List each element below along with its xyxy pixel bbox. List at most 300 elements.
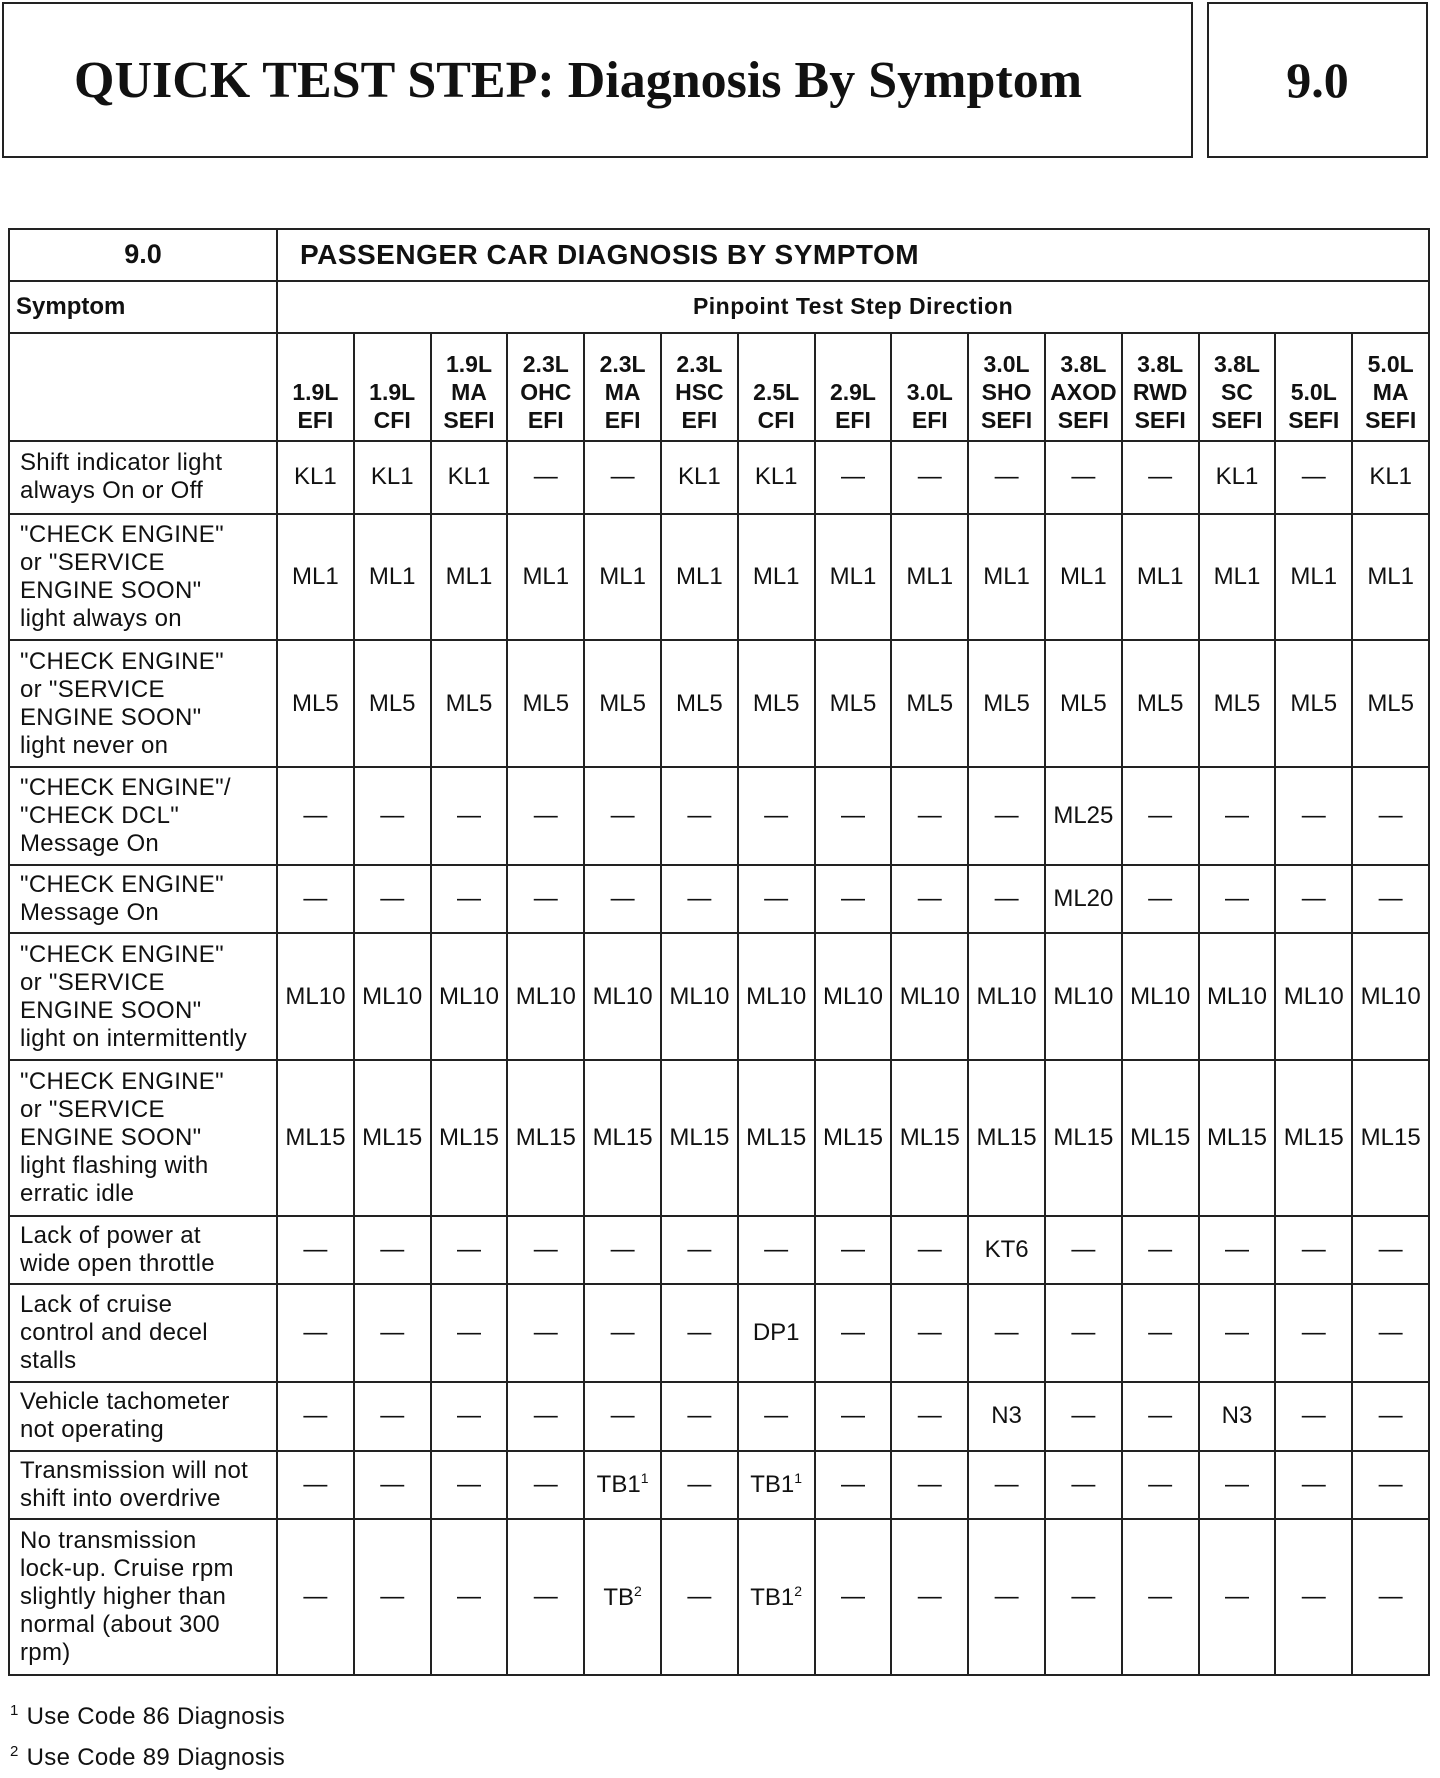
diagnosis-table	[8, 228, 1430, 1676]
symptom-line: control and decel	[20, 1319, 208, 1347]
test-step-code: —	[1378, 1236, 1403, 1264]
test-step-code: —	[687, 1470, 712, 1498]
table-row	[9, 1216, 1429, 1285]
test-step-cell	[738, 865, 815, 934]
symptom-line: "CHECK ENGINE"	[20, 870, 224, 898]
symptom-line: or "SERVICE	[20, 1095, 165, 1123]
test-step-cell	[354, 441, 431, 514]
test-step-code: —	[764, 801, 789, 829]
test-step-cell	[1199, 1060, 1276, 1216]
test-step-code: —	[1378, 801, 1403, 829]
test-step-code: KL1	[294, 463, 337, 491]
test-step-code: —	[303, 1583, 328, 1611]
test-step-code: ML10	[1283, 982, 1344, 1010]
test-step-cell	[891, 933, 968, 1060]
test-step-cell	[354, 514, 431, 641]
symptom-line: "CHECK ENGINE"	[20, 940, 224, 968]
test-step-cell	[1199, 1519, 1276, 1675]
test-step-cell	[584, 933, 661, 1060]
test-step-cell	[1199, 514, 1276, 641]
test-step-cell	[507, 1382, 584, 1451]
test-step-code: ML1	[906, 562, 954, 590]
engine-header-line: 1.9L	[445, 350, 492, 377]
test-step-code: —	[1148, 1470, 1173, 1498]
symptom-line: Lack of power at	[20, 1222, 201, 1250]
test-step-cell	[431, 1284, 508, 1382]
test-step-cell	[968, 1519, 1045, 1675]
test-step-cell	[1045, 640, 1122, 767]
test-step-code: —	[1224, 1236, 1249, 1264]
test-step-code: —	[1224, 1319, 1249, 1347]
symptom-line: slightly higher than	[20, 1583, 227, 1611]
test-step-cell	[1352, 1382, 1429, 1451]
engine-header-line: MA	[451, 378, 487, 405]
test-step-cell	[277, 640, 354, 767]
test-step-cell	[1122, 640, 1199, 767]
footnote-reference: 1	[640, 1470, 649, 1487]
test-step-cell	[584, 865, 661, 934]
test-step-code: —	[1378, 1470, 1403, 1498]
test-step-cell	[1122, 933, 1199, 1060]
test-step-cell	[815, 865, 892, 934]
test-step-code: —	[994, 1319, 1019, 1347]
test-step-code: ML1	[1060, 562, 1107, 590]
test-step-code: ML25	[1053, 801, 1114, 829]
engine-header-line: SEFI	[443, 406, 495, 433]
test-step-cell	[815, 514, 892, 641]
test-step-cell	[1275, 1284, 1352, 1382]
footnote-reference: 2	[794, 1582, 803, 1599]
test-step-cell	[891, 441, 968, 514]
test-step-cell	[354, 767, 431, 865]
test-step-cell	[431, 1451, 508, 1520]
symptom-line: Lack of cruise	[20, 1291, 173, 1319]
test-step-cell	[968, 441, 1045, 514]
engine-header-line: AXOD	[1050, 378, 1117, 405]
test-step-cell	[661, 1060, 738, 1216]
test-step-cell	[1045, 1284, 1122, 1382]
test-step-code: ML1	[1367, 562, 1414, 590]
test-step-code: ML10	[1360, 982, 1421, 1010]
test-step-cell	[1122, 441, 1199, 514]
engine-column-header	[1275, 333, 1352, 441]
test-step-cell	[1275, 441, 1352, 514]
test-step-code: —	[1301, 1583, 1326, 1611]
test-step-code: —	[764, 1236, 789, 1264]
engine-header-blank	[9, 333, 277, 441]
test-step-code: ML15	[669, 1123, 730, 1151]
test-step-code: ML1	[1136, 562, 1184, 590]
test-step-code: TB1	[596, 1471, 641, 1499]
test-step-code: —	[533, 463, 558, 491]
symptom-cell	[9, 865, 277, 934]
symptom-line: "CHECK ENGINE"	[20, 647, 224, 675]
test-step-code: ML5	[1060, 689, 1107, 717]
test-step-cell	[1045, 767, 1122, 865]
test-step-code: —	[1071, 463, 1096, 491]
test-step-code: —	[610, 1402, 635, 1430]
test-step-cell	[431, 640, 508, 767]
test-step-cell	[1045, 865, 1122, 934]
test-step-cell	[1275, 1519, 1352, 1675]
test-step-cell	[891, 1284, 968, 1382]
test-step-cell	[661, 1284, 738, 1382]
test-step-cell	[431, 441, 508, 514]
engine-header-line: CFI	[373, 406, 411, 433]
test-step-code: ML1	[368, 562, 416, 590]
test-step-code: —	[456, 1583, 481, 1611]
engine-header-line: SEFI	[1365, 406, 1417, 433]
test-step-code: N3	[991, 1402, 1022, 1430]
test-step-cell	[354, 1284, 431, 1382]
test-step-code: —	[1224, 1583, 1249, 1611]
test-step-cell	[891, 1519, 968, 1675]
footnote-mark: 1	[10, 1702, 19, 1719]
test-step-code: KL1	[1369, 463, 1413, 491]
table-row	[9, 1451, 1429, 1520]
test-step-code: —	[1071, 1319, 1096, 1347]
test-step-cell	[1275, 640, 1352, 767]
test-step-code: —	[764, 884, 789, 912]
test-step-cell	[1275, 1451, 1352, 1520]
test-step-cell	[354, 1519, 431, 1675]
test-step-cell	[584, 514, 661, 641]
symptom-line: "CHECK ENGINE"	[20, 520, 224, 548]
symptom-line: "CHECK ENGINE"	[20, 1067, 224, 1095]
test-step-code: TB	[603, 1583, 635, 1611]
symptom-cell	[9, 1216, 277, 1285]
test-step-code: ML1	[599, 562, 646, 590]
test-step-code: ML10	[746, 982, 807, 1010]
test-step-cell	[354, 640, 431, 767]
test-step-code: —	[533, 1470, 558, 1498]
test-step-cell	[1352, 1519, 1429, 1675]
test-step-code: —	[380, 1402, 405, 1430]
symptom-line: erratic idle	[20, 1179, 135, 1207]
engine-header-line: SEFI	[1288, 406, 1340, 433]
engine-column-header	[968, 333, 1045, 441]
test-step-code: —	[840, 1470, 865, 1498]
test-step-code: ML15	[438, 1123, 500, 1151]
test-step-code: —	[917, 1470, 942, 1498]
table-row	[9, 1519, 1429, 1675]
engine-header-line: SC	[1220, 378, 1253, 405]
table-row	[9, 865, 1429, 934]
test-step-cell	[1275, 933, 1352, 1060]
test-step-code: ML1	[829, 562, 877, 590]
test-step-code: ML10	[822, 982, 883, 1010]
symptom-cell	[9, 640, 277, 767]
footnote-text: Use Code 89 Diagnosis	[26, 1744, 286, 1771]
section-number-box	[1207, 2, 1428, 158]
test-step-cell	[891, 767, 968, 865]
test-step-cell	[738, 1060, 815, 1216]
footnotes	[10, 1690, 285, 1772]
test-step-code: —	[303, 801, 328, 829]
test-step-code: TB1	[750, 1471, 795, 1499]
test-step-cell	[431, 1519, 508, 1675]
test-step-code: ML15	[285, 1123, 346, 1151]
test-step-code: —	[840, 1402, 865, 1430]
test-step-cell	[1352, 933, 1429, 1060]
test-step-cell	[1045, 514, 1122, 641]
test-step-cell	[584, 640, 661, 767]
test-step-cell	[1352, 767, 1429, 865]
table-row	[9, 514, 1429, 641]
test-step-code: —	[1378, 1319, 1403, 1347]
engine-header-line: 5.0L	[1290, 378, 1337, 405]
symptom-cell	[9, 767, 277, 865]
test-step-code: —	[687, 801, 712, 829]
symptom-line: shift into overdrive	[20, 1484, 221, 1512]
test-step-code: —	[303, 1236, 328, 1264]
symptom-line: or "SERVICE	[20, 675, 165, 703]
symptom-line: or "SERVICE	[20, 968, 165, 996]
test-step-cell	[584, 441, 661, 514]
test-step-code: —	[533, 801, 558, 829]
test-step-cell	[968, 514, 1045, 641]
test-step-cell	[507, 514, 584, 641]
test-step-code: —	[1378, 1402, 1403, 1430]
test-step-cell	[507, 1519, 584, 1675]
test-step-cell	[891, 1216, 968, 1285]
test-step-cell	[1045, 1451, 1122, 1520]
test-step-code: —	[1071, 1236, 1096, 1264]
test-step-code: —	[1301, 801, 1326, 829]
test-step-cell	[661, 933, 738, 1060]
test-step-code: —	[1071, 1583, 1096, 1611]
test-step-cell	[507, 1284, 584, 1382]
test-step-cell	[1045, 1519, 1122, 1675]
test-step-cell	[507, 1216, 584, 1285]
test-step-code: —	[1378, 884, 1403, 912]
test-step-cell	[968, 865, 1045, 934]
test-step-code: —	[1148, 1236, 1173, 1264]
test-step-cell	[1199, 933, 1276, 1060]
engine-header-line: HSC	[675, 378, 724, 405]
test-step-cell	[1275, 514, 1352, 641]
test-step-cell	[584, 1216, 661, 1285]
engine-column-header	[815, 333, 892, 441]
test-step-code: —	[1301, 1236, 1326, 1264]
test-step-cell	[584, 1451, 661, 1520]
symptom-line: "CHECK DCL"	[20, 801, 180, 829]
test-step-code: —	[1148, 1402, 1173, 1430]
symptom-line: Vehicle tachometer	[20, 1388, 230, 1416]
engine-header-line: EFI	[604, 406, 641, 433]
test-step-cell	[1122, 1382, 1199, 1451]
test-step-cell	[1199, 1382, 1276, 1451]
engine-column-header	[891, 333, 968, 441]
test-step-cell	[968, 767, 1045, 865]
engine-header-line: SEFI	[1211, 406, 1263, 433]
test-step-code: —	[1301, 1470, 1326, 1498]
test-step-cell	[277, 933, 354, 1060]
test-step-code: —	[1148, 801, 1173, 829]
test-step-cell	[507, 865, 584, 934]
test-step-code: ML5	[676, 689, 723, 717]
footnote-mark: 2	[10, 1743, 19, 1760]
test-step-code: —	[533, 1319, 558, 1347]
test-step-code: —	[840, 1583, 865, 1611]
test-step-cell	[1352, 441, 1429, 514]
symptom-line: always On or Off	[20, 477, 204, 505]
footnote-text: Use Code 86 Diagnosis	[26, 1703, 286, 1730]
test-step-cell	[1275, 767, 1352, 865]
test-step-code: —	[687, 1402, 712, 1430]
test-step-code: —	[840, 1319, 865, 1347]
test-step-code: —	[456, 1402, 481, 1430]
test-step-cell	[1199, 1284, 1276, 1382]
symptom-cell	[9, 1284, 277, 1382]
test-step-code: —	[380, 1236, 405, 1264]
symptom-line: light on intermittently	[20, 1024, 248, 1052]
symptom-cell	[9, 1060, 277, 1216]
test-step-code: —	[917, 1236, 942, 1264]
test-step-code: —	[380, 1470, 405, 1498]
test-step-code: ML5	[522, 689, 570, 717]
test-step-code: ML5	[1290, 689, 1338, 717]
symptom-cell	[9, 933, 277, 1060]
test-step-cell	[277, 514, 354, 641]
test-step-cell	[815, 767, 892, 865]
test-step-code: ML5	[752, 689, 800, 717]
test-step-code: —	[840, 463, 865, 491]
test-step-code: —	[1378, 1583, 1403, 1611]
engine-header-line: SEFI	[981, 406, 1033, 433]
test-step-code: ML5	[1213, 689, 1261, 717]
test-step-code: —	[1224, 801, 1249, 829]
test-step-code: —	[917, 463, 942, 491]
symptom-line: ENGINE SOON"	[20, 1123, 202, 1151]
test-step-code: —	[1148, 1319, 1173, 1347]
test-step-code: TB1	[750, 1583, 795, 1611]
table-row	[9, 640, 1429, 767]
symptom-line: Message On	[20, 829, 160, 857]
pinpoint-direction-label: Pinpoint Test Step Direction	[277, 281, 1429, 333]
test-step-code: —	[456, 1236, 481, 1264]
test-step-code: —	[1301, 884, 1326, 912]
engine-header-line: RWD	[1132, 378, 1188, 405]
test-step-cell	[431, 767, 508, 865]
test-step-code: —	[533, 884, 558, 912]
test-step-code: ML15	[592, 1123, 653, 1151]
test-step-cell	[354, 865, 431, 934]
test-step-code: ML10	[669, 982, 730, 1010]
test-step-code: —	[994, 1583, 1019, 1611]
table-label-row	[9, 281, 1429, 333]
test-step-cell	[431, 933, 508, 1060]
test-step-cell	[354, 1060, 431, 1216]
engine-column-header	[661, 333, 738, 441]
test-step-cell	[738, 767, 815, 865]
test-step-code: —	[303, 1319, 328, 1347]
test-step-cell	[891, 1451, 968, 1520]
symptom-line: Shift indicator light	[20, 449, 223, 477]
symptom-line: wide open throttle	[20, 1250, 215, 1278]
test-step-code: —	[840, 884, 865, 912]
test-step-code: —	[610, 1236, 635, 1264]
test-step-code: ML15	[1206, 1123, 1267, 1151]
test-step-cell	[1199, 865, 1276, 934]
test-step-code: KL1	[1215, 463, 1259, 491]
test-step-cell	[1352, 1216, 1429, 1285]
test-step-cell	[1122, 1519, 1199, 1675]
table-row	[9, 441, 1429, 514]
engine-header-line: 3.8L	[1137, 350, 1184, 377]
test-step-cell	[584, 1060, 661, 1216]
test-step-cell	[738, 640, 815, 767]
test-step-cell	[1122, 514, 1199, 641]
test-step-cell	[507, 933, 584, 1060]
test-step-cell	[584, 767, 661, 865]
symptom-line: No transmission	[20, 1527, 197, 1555]
test-step-cell	[738, 1519, 815, 1675]
test-step-cell	[1275, 1382, 1352, 1451]
test-step-code: N3	[1221, 1402, 1253, 1430]
test-step-code: —	[610, 801, 635, 829]
test-step-code: —	[303, 1402, 328, 1430]
engine-column-header	[738, 333, 815, 441]
engine-column-header	[1122, 333, 1199, 441]
engine-header-line: 3.0L	[906, 378, 953, 405]
test-step-code: ML1	[445, 562, 493, 590]
test-step-code: —	[610, 884, 635, 912]
test-step-code: ML1	[983, 562, 1030, 590]
test-step-code: —	[303, 884, 328, 912]
test-step-code: —	[917, 884, 942, 912]
test-step-code: DP1	[752, 1319, 800, 1347]
engine-header-line: EFI	[297, 406, 334, 433]
test-step-cell	[661, 1216, 738, 1285]
test-step-cell	[891, 514, 968, 641]
test-step-code: ML15	[362, 1123, 423, 1151]
test-step-cell	[1199, 1216, 1276, 1285]
engine-header-line: EFI	[835, 406, 871, 433]
test-step-code: —	[303, 1470, 328, 1498]
test-step-code: ML5	[1136, 689, 1184, 717]
test-step-cell	[738, 1284, 815, 1382]
test-step-cell	[815, 1060, 892, 1216]
test-step-code: KL1	[370, 463, 414, 491]
test-step-cell	[1199, 1451, 1276, 1520]
test-step-cell	[738, 1216, 815, 1285]
symptom-cell	[9, 514, 277, 641]
test-step-code: —	[1071, 1470, 1096, 1498]
test-step-code: —	[917, 801, 942, 829]
test-step-code: ML15	[515, 1123, 576, 1151]
test-step-cell	[1352, 1060, 1429, 1216]
test-step-code: ML20	[1053, 884, 1114, 912]
test-step-cell	[968, 933, 1045, 1060]
table-row	[9, 1060, 1429, 1216]
test-step-cell	[1275, 865, 1352, 934]
test-step-code: —	[533, 1402, 558, 1430]
test-step-code: —	[380, 1319, 405, 1347]
test-step-cell	[1045, 1060, 1122, 1216]
test-step-code: —	[994, 884, 1019, 912]
test-step-cell	[738, 441, 815, 514]
test-step-cell	[661, 514, 738, 641]
engine-header-line: EFI	[527, 406, 564, 433]
test-step-cell	[584, 1382, 661, 1451]
test-step-code: —	[456, 801, 481, 829]
test-step-code: —	[917, 1319, 942, 1347]
table-title-row	[9, 229, 1429, 281]
symptom-line: ENGINE SOON"	[20, 703, 202, 731]
test-step-code: —	[1301, 1319, 1326, 1347]
test-step-cell	[507, 1451, 584, 1520]
